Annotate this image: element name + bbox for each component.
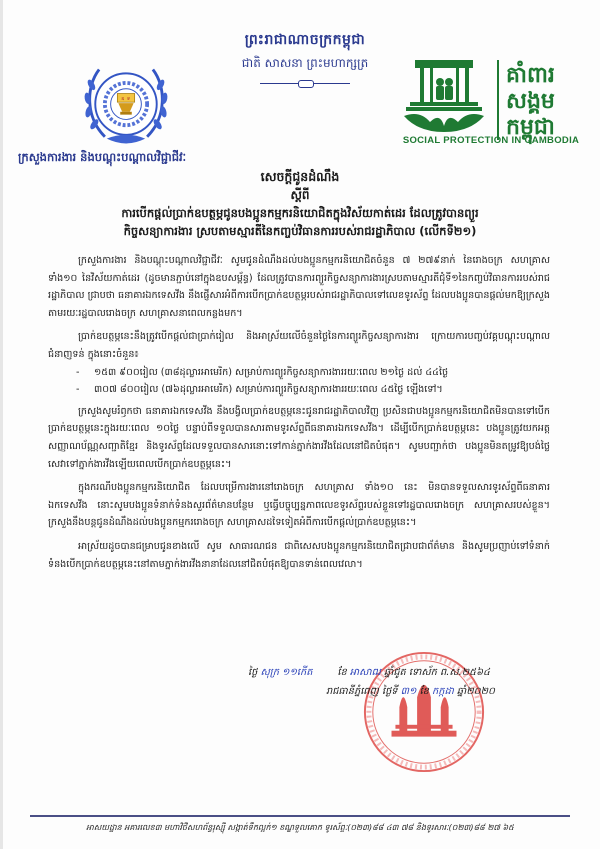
paragraph-reminder: ក្រសួងសូមរំឭកថា ធនាគារឯកទេសវីង នឹងបង្វិលប្រាក់ឧបត្ថម្ភនេះជូនរាជរដ្ឋាភិបាលវិញ ប្រសិនជាបងប្អូនកម្មករនិយោជិតមិនបានទៅបើកប្រាក់ឧបត្ថម្ភនេះក្នុងរយៈពេល ១០ថ្ងៃ បន្ទាប់ពីទទួលបានសារតាមទូរស័ព្ទពីធនាគារឯកទេសវីង។ ដើម្បីបើកប្រាក់ឧបត្ថម្ភនេះ បងប្អូនត្រូវយកអត្តសញ្ញាណប័ណ្ណសញ្ជាតិខ្មែរ និងទូរស័ព្ទដែលទទួលបានសារនោះទៅកាន់ភ្នាក់ងារវីងដែលនៅជិតបំផុត។ សូមបញ្ជាក់ថា បងប្អូនមិនតម្រូវឱ្យបង់ថ្លៃសេវាទៅភ្នាក់ងារវីងឡើយពេលបើកប្រាក់ឧបត្ថម្ភនេះ។ [48, 405, 550, 470]
subject-line-2: កិច្ចសន្យាការងារ ស្របតាមស្មារតីនៃកញ្ចប់វិធានការរបស់រាជរដ្ឋាភិបាល (លើកទី២១) [123, 224, 477, 238]
footer-address: អាសយដ្ឋាន អគារលេខ៣ មហាវិថីសហព័ន្ធរុស្ស៊ី សង្កាត់ទឹកល្អក់១ ខណ្ឌទួលគោក ទូរស័ព្ទៈ(០២៣)៨៨ ៤៣ ៧៨ និងទូរសារៈ(០២៣)៨៨ ២៧ ៦៥ [86, 823, 514, 832]
svg-text:ទ: ទ [126, 97, 131, 103]
paragraph-amounts: ប្រាក់ឧបត្ថម្ភនេះនឹងត្រូវបើកផ្តល់ជាប្រាក់រៀល និងអាស្រ័យលើចំនួនថ្ងៃនៃការព្យួរកិច្ចសន្យាការងារ ក្រោយការបញ្ចប់វគ្គបណ្តុះបណ្តាលជំនាញទន់ ក្នុងនោះចំនួន៖ [48, 331, 550, 360]
solar-date: រាជធានីភ្នំពេញ ថ្ងៃទី ៣១ ខែ កក្កដា ឆ្នាំ២០២០ [326, 686, 495, 697]
handwritten-lunar-month: អាសាឍ [349, 667, 381, 678]
paragraph-no-sms: ក្នុងករណីបងប្អូនកម្មករនិយោជិត ដែលបម្រើការងារនៅរោងចក្រ សហគ្រាស ទាំង១០ នេះ មិនបានទទួលសារទូរស័ព្ទពីធនាគារឯកទេសវីង នោះសូមបងប្អូនទំនាក់ទំនងសួរព័ត៌មានបន្ថែម ឬធ្វើបច្ចុប្បន្នភាពលេខទូរស័ព្ទរបស់ខ្លួនទៅរដ្ឋបាលរោងចក្រ សហគ្រាសរបស់ខ្លួន។ ក្រសួងនឹងបន្តជូនដំណឹងដល់បងប្អូនកម្មកររោងចក្រ សហគ្រាសដទៃទៀតអំពីការបើកផ្តល់ប្រាក់ឧបត្ថម្ភនេះ។ [48, 482, 550, 529]
social-protection-caption: SOCIAL PROTECTION IN CAMBODIA [402, 135, 580, 146]
logo-text-line-1: គាំពារ [506, 63, 555, 88]
subject-label: ស្តីពី [290, 188, 310, 202]
lunar-date: ថ្ងៃ សុក្រ ១១កើត ខែ អាសាឍ ឆ្នាំជូត ទោស័ក ព.ស.២៥៦៤ [248, 667, 490, 678]
kingdom-motto: ជាតិ សាសនា ព្រះមហាក្សត្រ [241, 56, 369, 70]
kingdom-header [200, 30, 410, 87]
handwritten-solar-month: កក្កដា [432, 686, 454, 697]
paragraph-closing: អាស្រ័យដូចបានជម្រាបជូនខាងលើ សូម សាធារណជន ជាពិសេសបងប្អូនកម្មករនិយោជិតជ្រាបជាព័ត៌មាន និងសូមប្រញាប់ទៅទំនាក់ទំនងបើកប្រាក់ឧបត្ថម្ភនេះនៅតាមភ្នាក់ងារវីងនានាដែលនៅជិតបំផុតឱ្យបានទាន់ពេលវេលា។ [48, 540, 550, 570]
ornament-divider [260, 79, 350, 87]
svg-text:ឧ: ឧ [121, 97, 125, 103]
footer-divider [30, 815, 570, 817]
title-block [20, 168, 580, 240]
paragraph-intro: ក្រសួងការងារ និងបណ្តុះបណ្តាលវិជ្ជាជីវៈ សូមជូនដំណឹងដល់បងប្អូនកម្មករនិយោជិតចំនួន ៧ ២៧៩នាក់ នៃរោងចក្រ សហគ្រាស ទាំង១០ នៃវិស័យកាត់ដេរ (ដូចមានភ្ជាប់នៅក្នុងឧបសម្ព័ន្ធ) ដែលត្រូវបានការព្យួរកិច្ចសន្យាការងារស្របតាមស្មារតីជុំទី១នៃកញ្ចប់វិធានការរបស់រាជរដ្ឋាភិបាល ជ្រាបថា ធនាគារឯកទេសវីង នឹងផ្ញើសារអំពីការបើកប្រាក់ឧបត្ថម្ភរបស់រាជរដ្ឋាភិបាលទៅលេខទូរស័ព្ទ ដែលបងប្អូនបានផ្តល់មកឱ្យក្រសួងតាមរយៈរដ្ឋបាលរោងចក្រ សហគ្រាសនាពេលកន្លងមក។ [48, 255, 550, 319]
subject-line-1: ការបើកផ្តល់ប្រាក់ឧបត្ថម្ភជូនបងប្អូនកម្មករនិយោជិតក្នុងវិស័យកាត់ដេរ ដែលត្រូវបានព្យួរ [121, 206, 479, 220]
handwritten-solar-day: ៣១ [400, 686, 417, 697]
amount-item: - ៣០៧ ៨០០រៀល (៧៦ដុល្លារអាមេរិក) សម្រាប់ការព្យួរកិច្ចសន្យាការងាររយៈពេល ៤៥ថ្ងៃ ឡើងទៅ។ [76, 381, 550, 399]
ministry-emblem-logo [78, 58, 174, 154]
logo-text-line-2: សង្គម [506, 89, 555, 114]
amount-list [48, 364, 550, 399]
document-body [48, 252, 550, 579]
logo-text-line-3: កម្ពុជា [506, 115, 555, 140]
amount-item: - ១៥៣ ៩០០រៀល (៣៨ដុល្លារអាមេរិក) សម្រាប់ការព្យួរកិច្ចសន្យាការងាររយៈពេល ២១ថ្ងៃ ដល់ ៤៤ថ្ងៃ [76, 364, 550, 382]
ministry-name: ក្រសួងការងារ និងបណ្តុះបណ្តាលវិជ្ជាជីវៈ [18, 150, 187, 164]
handwritten-lunar-day: សុក្រ ១១កើត [260, 667, 313, 678]
kingdom-title: ព្រះរាជាណាចក្រកម្ពុជា [244, 32, 366, 48]
page-edge [0, 0, 3, 849]
document-title: សេចក្តីជូនដំណឹង [260, 169, 340, 184]
